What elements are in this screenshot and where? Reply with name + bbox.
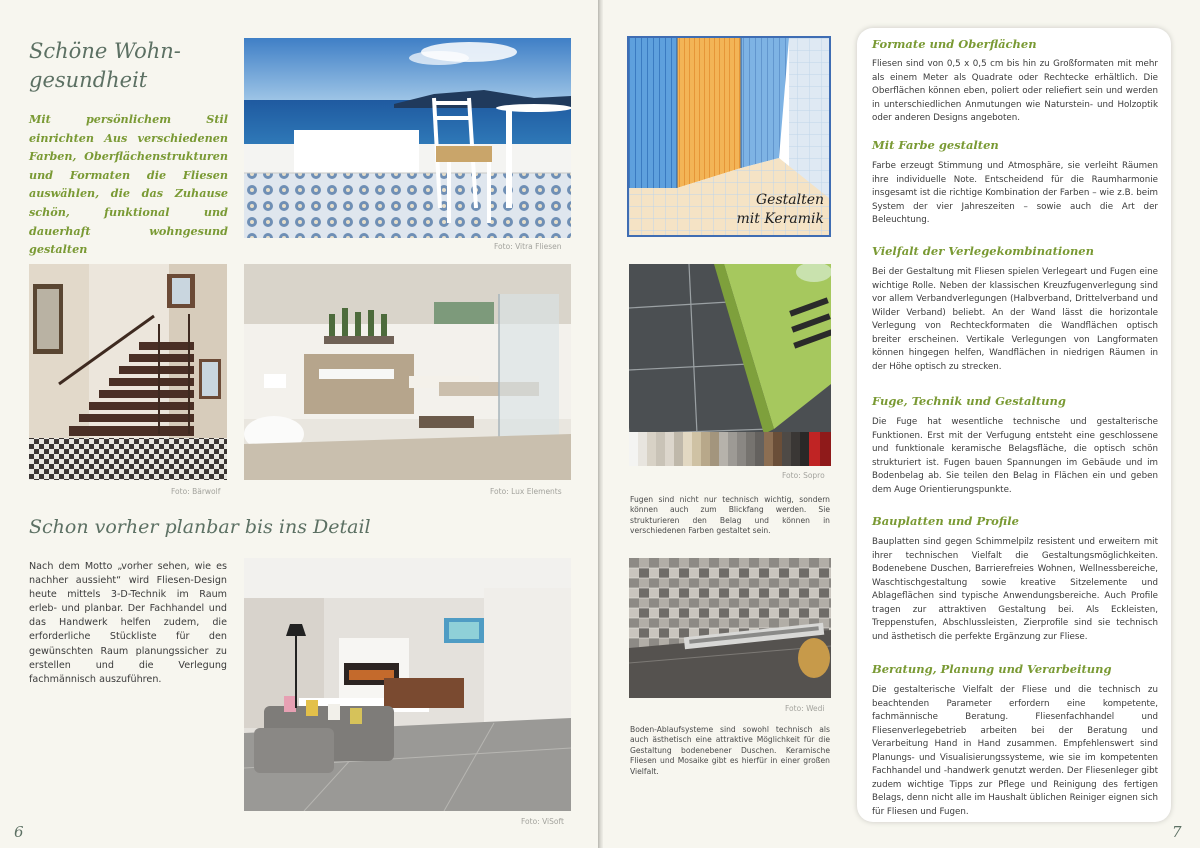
sidebar-text: Bei der Gestaltung mit Fliesen spielen Verlegeart und Fugen eine wichtige Rolle. Neben der klassischen Kreuzfugenverlegung sind vor allem Verbandverlegungen (Halbverband, Drittelverband und Wilder Verband) beliebt. An der Wand lässt die horizontale Verlegung von Rechteckformaten die Wandflächen optisch breiter erscheinen. Vertikale Verlegungen von Langformaten können hingegen helfen, Wandflächen in niedrigen Räumen in der Höhe optisch zu strecken. xyxy=(872,267,1158,372)
page-number: 7 xyxy=(1172,823,1182,841)
drain-caption: Boden-Ablaufsysteme sind sowohl technisch als auch ästhetisch eine attraktive Möglichkeit für die Gestaltung bodenebener Duschen. Keramische Fliesen und Mosaike gibt es hierfür in einer großen Vielfalt. xyxy=(630,725,830,776)
sidebar-text: Fliesen sind von 0,5 x 0,5 cm bis hin zu Großformaten mit mehr als einem Meter als Quadrate oder Rechtecke erhältlich. Die Oberflächen können eben, poliert oder reliefiert sein und werden in unterschiedlichen Anmutungen wie Naturstein- und Holzoptik oder anderen Designs angeboten. xyxy=(872,59,1158,123)
sidebar-heading: Vielfalt der Verlegekombinationen xyxy=(872,244,1094,258)
photo-credit: Foto: Lux Elements xyxy=(490,487,562,496)
stairs-photo xyxy=(29,264,227,480)
photo-credit: Foto: ViSoft xyxy=(521,817,564,826)
floor-drain-photo xyxy=(629,558,831,698)
lead-text: Mit persönlichem Stil einrichten Aus verschiedenen Farben, Oberflächenstrukturen und Formaten die Fliesen auswählen, die das Zuhause schön, funktional und dauerhaft wohngesund gestalten xyxy=(29,112,228,257)
sidebar-heading: Fuge, Technik und Gestaltung xyxy=(872,394,1066,408)
page-number: 6 xyxy=(14,823,24,841)
bathroom-photo xyxy=(244,264,571,480)
sidebar-text: Bauplatten sind gegen Schimmelpilz resistent und erweitern mit ihrer technischen Vielfalt die Gestaltungsmöglichkeiten. Bodenebene Duschen, Barrierefreies Wohnen, Wellnessbereiche, Waschtischgestaltung sowie kreative Sitzelemente und Ablageflächen sind typische Anwendungsbereiche. Auch Profile tragen zur attraktiven Gestaltung bei. Als Eckleisten, Treppenstufen, Abschlussleisten, Zierprofile sind sie technisch und ästhetisch die perfekte Ergänzung zur Fliese. xyxy=(872,537,1158,642)
info-sidebar xyxy=(857,28,1171,822)
living-room-photo xyxy=(244,558,571,811)
tile-joints-photo xyxy=(629,264,831,466)
page-title: Schöne Wohn- gesundheit xyxy=(29,39,181,92)
sidebar-text: Die gestalterische Vielfalt der Fliese und die technisch zu beachtenden Parameter erfordern eine kompetente, fachmännische Beratung. Fliesenfachhandel und Fliesenverlegebetrieb arbeiten bei der Beratung und Verarbeitung Hand in Hand zusammen. Empfehlenswert sind Planungs- und Visualisierungssysteme, wie sie im kompetenten Fachhandel und -handwerk genutzt werden. Der Fliesenleger gibt zudem wichtige Tipps zur Pflege und Reinigung des fertigen Belags, denn nicht alle im Haushalt üblichen Reiniger eignen sich für Fliesen und Fugen. xyxy=(872,685,1158,817)
section-title: Schon vorher planbar bis ins Detail xyxy=(29,516,371,538)
sidebar-text: Farbe erzeugt Stimmung und Atmosphäre, sie verleiht Räumen ihre individuelle Note. Entscheidend für die Raumharmonie insgesamt ist die richtige Kombination der Farben – wie z.B. beim System der vier Jahreszeiten – sowie auch die Art der Beleuchtung. xyxy=(872,161,1158,225)
joints-caption: Fugen sind nicht nur technisch wichtig, sondern können auch zum Blickfang werden. Sie strukturieren den Belag und können in verschiedenen Farben gestaltet sein. xyxy=(630,495,830,536)
logo-text: Gestalten mit Keramik xyxy=(736,192,824,227)
photo-credit: Foto: Wedi xyxy=(785,704,825,713)
sidebar-heading: Beratung, Planung und Verarbeitung xyxy=(872,662,1112,676)
sidebar-heading: Formate und Oberflächen xyxy=(872,37,1037,51)
terrace-photo xyxy=(244,38,571,238)
sidebar-heading: Mit Farbe gestalten xyxy=(872,138,999,152)
section-text: Nach dem Motto „vorher sehen, wie es nachher aussieht“ wird Fliesen-Design heute mittels 3-D-Technik im Raum erleb- und planbar. Der Fachhandel und das Handwerk helfen zudem, die erforderliche Stückliste für den gewünschten Raum planungssicher zu erstellen und die Verlegung fachmännisch auszuführen. xyxy=(29,561,227,685)
photo-credit: Foto: Vitra Fliesen xyxy=(494,242,562,251)
sidebar-text: Die Fuge hat wesentliche technische und gestalterische Funktionen. Erst mit der Verfugung entsteht eine geschlossene und funktionale keramische Belagsfläche, die optisch schön strukturiert ist. Fugen bauen Spannungen im Gebäude und im Bodenbelag ab. Sie teilen den Belag in Flächen ein und geben dem Auge Orientierungspunkte. xyxy=(872,417,1158,495)
sidebar-heading: Bauplatten und Profile xyxy=(872,514,1019,528)
photo-credit: Foto: Sopro xyxy=(782,471,825,480)
photo-credit: Foto: Bärwolf xyxy=(171,487,221,496)
